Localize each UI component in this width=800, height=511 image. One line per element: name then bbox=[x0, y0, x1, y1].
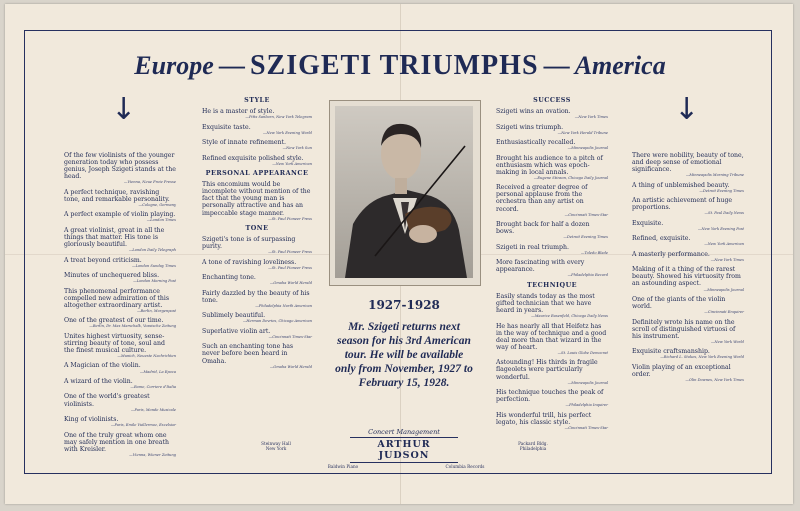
quote-source: —Paris, Monde Musicale bbox=[130, 407, 176, 412]
quote-source: —Maurice Rosenfeld, Chicago Daily News bbox=[531, 314, 608, 319]
quote bbox=[64, 362, 176, 374]
quote bbox=[202, 155, 312, 167]
technique-heading: TECHNIQUE bbox=[526, 280, 578, 289]
violinist-portrait-image bbox=[335, 106, 473, 278]
quote-text: Unites highest virtuosity, sense-stirring beauty of tone, soul and the finest musical culture. bbox=[64, 332, 165, 354]
steinway-hall-address bbox=[251, 441, 301, 451]
quote-source: —Cologne, Germany bbox=[138, 202, 176, 207]
quote-text: Szigeti in real triumph. bbox=[496, 243, 569, 251]
packard-building-line1: Packard Bldg. bbox=[518, 441, 548, 446]
quote-source: —New York Herald Tribune bbox=[557, 130, 608, 135]
quote-source: —Cincinnati Times-Star bbox=[564, 425, 608, 430]
quote bbox=[64, 393, 176, 412]
quote-text: Brought his audience to a pitch of enthusiasm which was epoch-making in local annals. bbox=[496, 154, 603, 176]
success-heading: SUCCESS bbox=[533, 96, 571, 104]
quote bbox=[496, 293, 608, 319]
quote-source: —New York Times bbox=[710, 257, 744, 262]
quote-source: —Omaha World Herald bbox=[269, 281, 312, 286]
quote-text: Exquisite craftsmanship. bbox=[632, 348, 710, 356]
quote-source: —St. Paul Pioneer Press bbox=[268, 250, 312, 255]
quote-text: Szigeti wins triumph. bbox=[496, 123, 564, 131]
quote bbox=[64, 432, 176, 458]
quote-source: —Toledo Blade bbox=[580, 250, 608, 255]
quote bbox=[202, 274, 312, 286]
season-dates: 1927-1928 bbox=[368, 298, 440, 312]
quote bbox=[202, 343, 312, 369]
quote-source: —Pitts Sanborn, New York Telegram bbox=[245, 115, 312, 120]
quote-source: —London Sunday Times bbox=[131, 263, 176, 268]
quote-source: —Vienna, Wiener Zeitung bbox=[129, 452, 176, 457]
quote bbox=[64, 416, 176, 428]
tone-heading: TONE bbox=[245, 224, 269, 233]
quote bbox=[632, 319, 744, 345]
quote-source: —Philadelphia Record bbox=[567, 273, 608, 278]
quote bbox=[496, 155, 608, 181]
quote bbox=[64, 317, 176, 329]
quote-source: —Minneapolis Journal bbox=[703, 287, 744, 292]
quote bbox=[64, 257, 176, 269]
violinist-figure-icon bbox=[335, 106, 473, 278]
quote-text: Szigeti's tone is of surpassing purity. bbox=[202, 236, 296, 251]
quote-text: This encomium would be incomplete without mention of the fact that the young man is personally attractive and has an impeccable stage manner. bbox=[202, 181, 311, 217]
quote bbox=[496, 124, 608, 136]
quote-text: Easily stands today as the most gifted technician that we have heard in years. bbox=[496, 292, 595, 315]
quote-text: Refined exquisite polished style. bbox=[202, 154, 304, 162]
quote-source: —Paris, Emile Vuillermoz, Excelsior bbox=[110, 423, 176, 428]
packard-building-line2: Philadelphia bbox=[519, 446, 547, 452]
quote-source: —Minneapolis Journal bbox=[567, 380, 608, 385]
quote bbox=[202, 290, 312, 309]
quote-text: Brought back for half a dozen bows. bbox=[496, 221, 590, 236]
quote bbox=[202, 259, 312, 271]
quote-text: Superlative violin art. bbox=[202, 327, 271, 335]
quote-source: —Cincinnati Times-Star bbox=[564, 212, 608, 217]
style-heading: STYLE bbox=[244, 96, 270, 104]
quote-source: —St. Paul Pioneer Press bbox=[268, 216, 312, 221]
quote-source: —Minneapolis Journal bbox=[567, 146, 608, 151]
quote bbox=[202, 328, 312, 340]
baldwin-piano-credit: Baldwin Piano bbox=[327, 464, 359, 469]
quote-text: One of the giants of the violin world. bbox=[632, 295, 726, 311]
quote-text: Exquisite taste. bbox=[202, 123, 251, 131]
quote-source: —New York World bbox=[710, 339, 744, 344]
quote-text: A Magician of the violin. bbox=[64, 362, 141, 370]
quote-text: King of violinists. bbox=[64, 416, 119, 424]
quote bbox=[632, 296, 744, 315]
quote-source: —Detroit Evening Times bbox=[563, 235, 608, 240]
quote bbox=[632, 235, 744, 247]
headline-dash-right: — bbox=[543, 51, 570, 80]
quote-text: This phenomenal performance compelled new admiration of this altogether extraordinary artist. bbox=[64, 287, 170, 309]
quote-text: Definitely wrote his name on the scroll of distinguished virtuosi of his instrument. bbox=[632, 318, 736, 340]
quote-text: His wonderful trill, his perfect legato, his classic style. bbox=[496, 411, 592, 426]
europe-quotes-column bbox=[64, 152, 176, 461]
quote-source: —St. Louis Globe Democrat bbox=[557, 350, 608, 355]
headline bbox=[30, 50, 770, 82]
quote-source: —New York American bbox=[704, 242, 744, 247]
quote bbox=[496, 359, 608, 385]
technique-quotes bbox=[496, 293, 608, 430]
steinway-hall-line1: Steinway Hall bbox=[261, 441, 291, 446]
tour-announcement: Mr. Szigeti returns next season for his 3rd American tour. He will be available only from November, 1927 to February 15, 1928. bbox=[335, 321, 473, 389]
quote-source: —New York Sun bbox=[282, 146, 312, 151]
quote bbox=[496, 389, 608, 408]
quote-source: —Munich, Neueste Nachrichten bbox=[117, 354, 176, 359]
quote-text: He is a master of style. bbox=[202, 108, 275, 116]
quote bbox=[496, 184, 608, 217]
quote bbox=[202, 181, 312, 221]
quote-text: One of the world's greatest violinists. bbox=[64, 393, 150, 408]
quote-source: —Herman Devries, Chicago American bbox=[242, 319, 312, 324]
quote bbox=[64, 227, 176, 253]
quote-source: —Vienna, Neue Freie Presse bbox=[123, 180, 176, 185]
quote-source: —Rome, Corriere d'Italia bbox=[130, 385, 176, 390]
quote bbox=[202, 124, 312, 136]
quote bbox=[202, 312, 312, 324]
personal-quotes bbox=[202, 181, 312, 221]
quote-source: —New York Times bbox=[574, 115, 608, 120]
quote bbox=[64, 272, 176, 284]
quote bbox=[496, 139, 608, 151]
columbia-records-credit: Columbia Records bbox=[445, 464, 485, 469]
quote bbox=[64, 288, 176, 314]
quote-text: Making of it a thing of the rarest beauty. Showed his virtuosity from an astounding aspect. bbox=[632, 266, 741, 288]
quote-text: There were nobility, beauty of tone, and deep sense of emotional significance. bbox=[632, 152, 744, 174]
headline-dash-left: — bbox=[218, 51, 245, 80]
arrow-down-left-icon: ↓ bbox=[111, 92, 137, 127]
quote-text: Of the few violinists of the younger generation today who possess genius, Joseph Szigeti stands at the head. bbox=[64, 152, 176, 181]
personal-appearance-heading: PERSONAL APPEARANCE bbox=[205, 169, 309, 178]
quote-text: One of the truly great whom one may safely mention in one breath with Kreisler. bbox=[64, 431, 169, 453]
quote-source: —St. Paul Daily News bbox=[704, 211, 744, 216]
quote-text: A masterly performance. bbox=[632, 250, 710, 258]
quote bbox=[632, 220, 744, 232]
quote-source: —London Daily Telegraph bbox=[128, 248, 176, 253]
quote-text: More fascinating with every appearance. bbox=[496, 259, 585, 274]
quote bbox=[632, 251, 744, 263]
america-quotes-column bbox=[632, 152, 744, 386]
quote-text: Sublimely beautiful. bbox=[202, 312, 266, 320]
quote-text: A treat beyond criticism. bbox=[64, 256, 142, 264]
style-quotes bbox=[202, 108, 312, 166]
quote-text: Exquisite. bbox=[632, 219, 664, 227]
portrait-photo bbox=[329, 100, 481, 286]
quote-source: —Madrid, La Epoca bbox=[139, 369, 176, 374]
quote-text: Refined, exquisite. bbox=[632, 235, 691, 243]
quote bbox=[632, 182, 744, 194]
headline-america: America bbox=[574, 51, 666, 80]
quote-text: Enchanting tone. bbox=[202, 274, 256, 282]
quote-text: He has nearly all that Heifetz has in the way of technique and a good deal more than that wizard in the way of heart. bbox=[496, 322, 607, 351]
quote-source: —Eugene Stinson, Chicago Daily Journal bbox=[533, 175, 608, 180]
quote-text: A thing of unblemished beauty. bbox=[632, 181, 730, 189]
arrow-down-right-icon: ↓ bbox=[674, 92, 700, 127]
quote bbox=[496, 108, 608, 120]
headline-title: SZIGETI TRIUMPHS bbox=[249, 50, 539, 81]
quote bbox=[632, 364, 744, 383]
quote-text: His technique touches the peak of perfection. bbox=[496, 389, 604, 404]
quote-source: —Philadelphia North American bbox=[255, 303, 312, 308]
quote-text: Astounding! His thirds in fragile flageolets were particularly wonderful. bbox=[496, 359, 598, 381]
quote bbox=[64, 333, 176, 359]
quote bbox=[632, 197, 744, 216]
quote-source: —Berlin, Morgenpost bbox=[136, 308, 176, 313]
quote bbox=[64, 211, 176, 223]
quote bbox=[64, 152, 176, 185]
quote-source: —Minneapolis Morning Tribune bbox=[685, 173, 744, 178]
quote-text: A perfect technique, ravishing tone, and remarkable personality. bbox=[64, 188, 170, 203]
quote bbox=[496, 412, 608, 431]
packard-building-address bbox=[508, 441, 558, 451]
quote-text: Received a greater degree of personal applause from the orchestra than any artist on record. bbox=[496, 184, 588, 213]
management-name: ARTHUR JUDSON bbox=[350, 437, 458, 463]
management-label: Concert Management bbox=[368, 428, 440, 436]
quote-text: Fairly dazzled by the beauty of his tone. bbox=[202, 289, 310, 304]
quote-text: Style of innate refinement. bbox=[202, 139, 286, 147]
quote-text: One of the greatest of our time. bbox=[64, 317, 164, 325]
success-quotes bbox=[496, 108, 608, 278]
quote-text: Violin playing of an exceptional order. bbox=[632, 363, 731, 378]
quote-source: —Richard L. Stokes, New York Evening World bbox=[660, 355, 744, 360]
quote-source: —Omaha World Herald bbox=[269, 364, 312, 369]
concert-management bbox=[350, 428, 458, 463]
quote-source: —New York Evening Post bbox=[697, 226, 744, 231]
tone-quotes bbox=[202, 236, 312, 369]
quote-text: A tone of ravishing loveliness. bbox=[202, 258, 297, 266]
quote-source: —Berlin, Dr. Max Marschalk, Vossische Zeitung bbox=[89, 324, 176, 329]
quote bbox=[202, 236, 312, 255]
quote-source: —St. Paul Pioneer Press bbox=[268, 265, 312, 270]
quote-source: —London Morning Post bbox=[133, 279, 176, 284]
quote-text: Minutes of unchequered bliss. bbox=[64, 272, 160, 280]
quote-source: —New York American bbox=[272, 161, 312, 166]
quote bbox=[202, 108, 312, 120]
quote bbox=[64, 189, 176, 208]
quote-source: —Philadelphia Inquirer bbox=[565, 403, 608, 408]
quote-source: —Detroit Evening Times bbox=[699, 188, 744, 193]
quote-text: An artistic achievement of huge proportions. bbox=[632, 197, 733, 212]
steinway-hall-line2: New York bbox=[265, 446, 287, 452]
quote-text: A wizard of the violin. bbox=[64, 377, 133, 385]
quote-source: —Olin Downes, New York Times bbox=[685, 377, 744, 382]
quote-source: —London Times bbox=[146, 218, 176, 223]
quote-source: —New York Evening World bbox=[262, 130, 312, 135]
quote bbox=[632, 348, 744, 360]
quote bbox=[496, 259, 608, 278]
quote bbox=[496, 323, 608, 356]
success-technique-column bbox=[496, 97, 608, 434]
quote-text: Enthusiastically recalled. bbox=[496, 139, 576, 147]
quote bbox=[64, 378, 176, 390]
quote-source: —Cincinnati Times-Star bbox=[268, 334, 312, 339]
quote bbox=[202, 139, 312, 151]
headline-europe: Europe bbox=[134, 51, 214, 80]
style-tone-column bbox=[202, 97, 312, 373]
quote-text: Such an enchanting tone has never before been heard in Omaha. bbox=[202, 343, 294, 365]
quote-text: Szigeti wins an ovation. bbox=[496, 108, 571, 116]
quote bbox=[496, 244, 608, 256]
quote-text: A great violinist, great in all the things that matter. His tone is gloriously beautiful. bbox=[64, 226, 165, 249]
quote bbox=[632, 152, 744, 178]
quote-source: —Cincinnati Enquirer bbox=[704, 310, 744, 315]
quote bbox=[632, 266, 744, 292]
quote bbox=[496, 221, 608, 240]
quote-text: A perfect example of violin playing. bbox=[64, 211, 176, 219]
